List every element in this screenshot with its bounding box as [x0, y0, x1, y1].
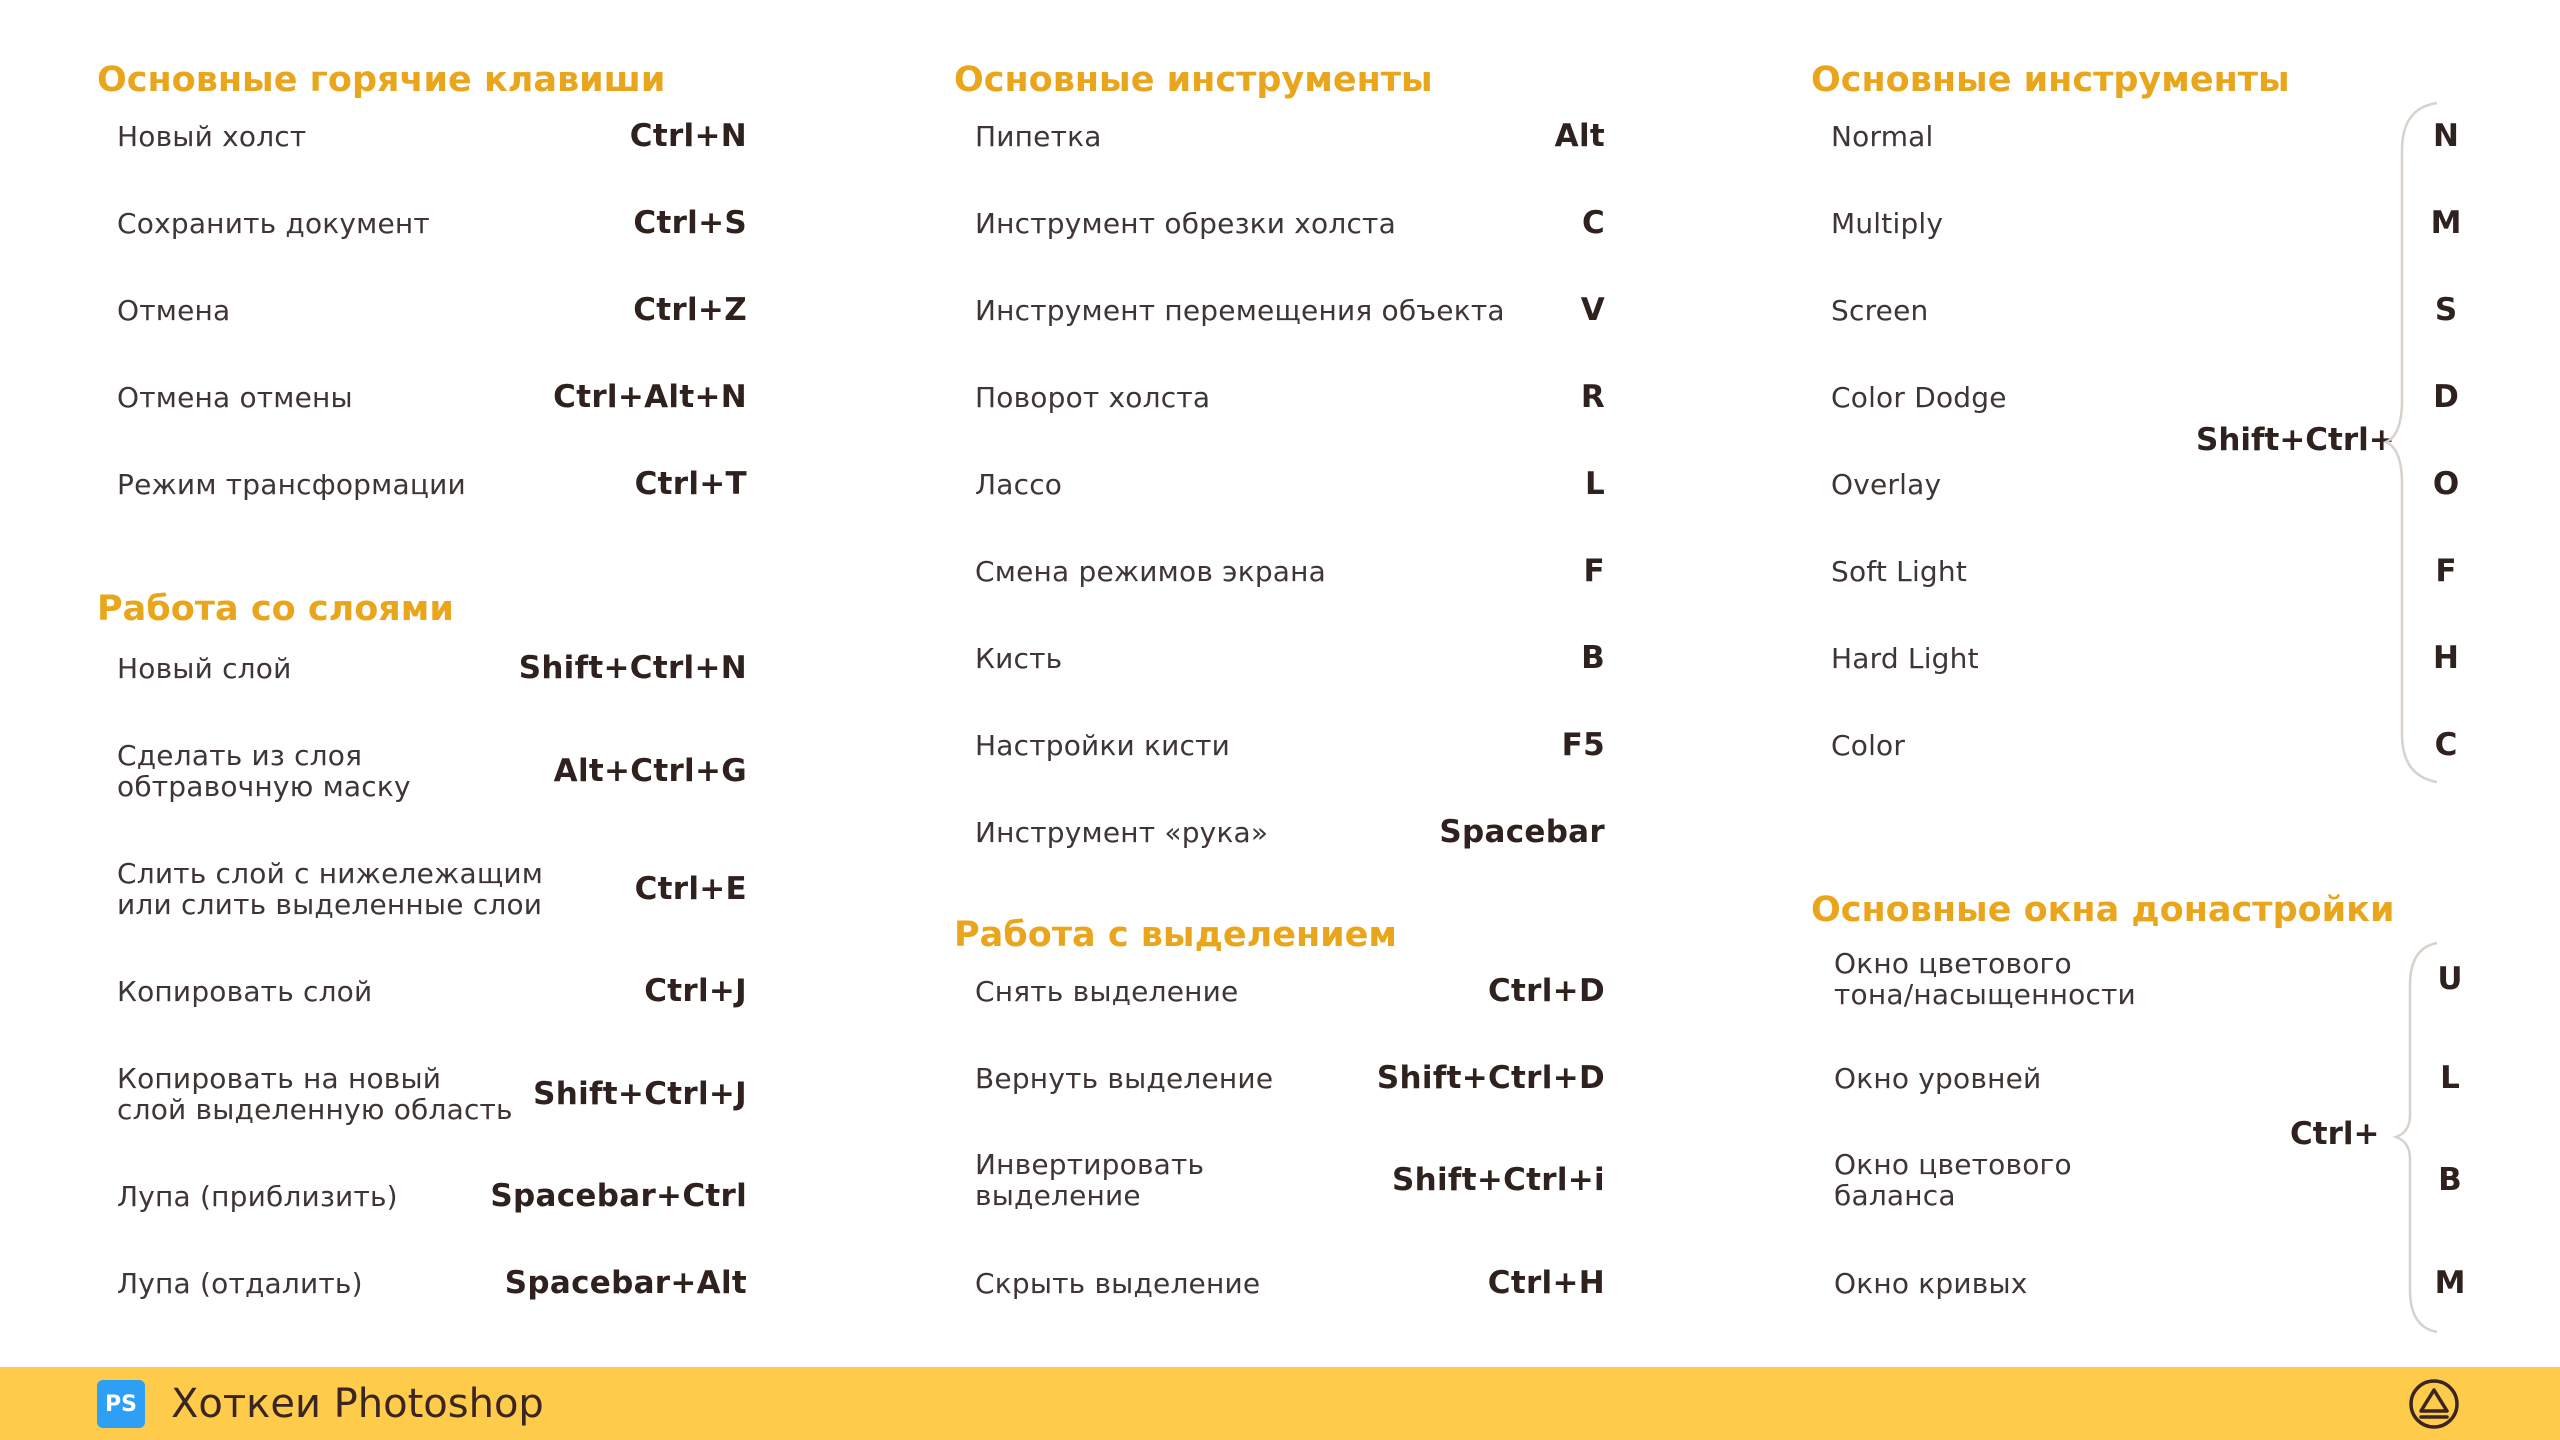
blend-mode-label [1831, 121, 1934, 152]
selection-hotkey-label-line: Вернуть выделение [975, 1061, 1274, 1095]
layer-hotkey-shortcut: Ctrl+J [644, 973, 747, 1009]
selection-hotkey-row [975, 961, 1605, 1021]
tool-hotkey-shortcut: Alt [1554, 118, 1605, 154]
layer-hotkey-label-line: слой выделенную область [117, 1093, 513, 1126]
layer-hotkey-label [117, 1181, 398, 1212]
hotkey-label [117, 382, 353, 413]
hotkey-label-line: Отмена отмены [117, 380, 353, 414]
layer-hotkey-label [117, 1063, 513, 1125]
tool-hotkey-row [975, 541, 1605, 601]
hotkey-label-line: Отмена [117, 293, 231, 327]
layer-hotkey-label-line: обтравочную маску [117, 770, 411, 803]
layer-hotkey-label [117, 976, 372, 1007]
blend-mode-row [1831, 193, 2331, 253]
layer-hotkey-shortcut: Shift+Ctrl+N [518, 650, 747, 686]
layer-hotkey-label-line: Лупа (отдалить) [117, 1266, 363, 1300]
blend-mode-label-line: Color Dodge [1831, 380, 2007, 414]
tool-hotkey-label [975, 295, 1505, 326]
tool-hotkey-label-line: Настройки кисти [975, 728, 1231, 762]
tool-hotkey-row [975, 628, 1605, 688]
section-title-selection: Работа с выделением [954, 915, 1398, 955]
selection-hotkey-row [975, 1253, 1605, 1313]
selection-hotkey-shortcut: Shift+Ctrl+D [1376, 1060, 1605, 1096]
tool-hotkey-shortcut: Spacebar [1439, 814, 1605, 850]
blend-mode-label [1831, 730, 1905, 761]
layer-hotkey-label-line: Копировать слой [117, 974, 373, 1008]
selection-hotkey-row [975, 1048, 1605, 1108]
blend-mode-key-letter: H [2433, 640, 2459, 676]
photoshop-icon: PS [97, 1380, 145, 1428]
hotkey-shortcut: Ctrl+Z [633, 292, 747, 328]
layer-hotkey-row [117, 1253, 747, 1313]
adjustment-window-row [1834, 949, 2334, 1009]
blend-mode-row [1831, 715, 2331, 775]
tool-hotkey-shortcut: R [1580, 379, 1605, 415]
adjustment-window-label [1834, 1149, 2072, 1211]
blend-mode-key-letter: C [2434, 727, 2458, 763]
hotkey-label-line: Режим трансформации [117, 467, 466, 501]
blend-mode-label-line: Color [1831, 728, 1906, 762]
layer-hotkey-label-line: Сделать из слоя [117, 739, 363, 772]
selection-hotkey-label [975, 1268, 1260, 1299]
blend-mode-label [1831, 643, 1979, 674]
layer-hotkey-label-line: Слить слой с нижележащим [117, 857, 544, 890]
blend-brace [2382, 100, 2442, 785]
hotkey-label [117, 295, 230, 326]
section-title-layers: Работа со слоями [97, 589, 454, 629]
layer-hotkey-label-line: Копировать на новый [117, 1062, 442, 1095]
tool-hotkey-shortcut: F [1583, 553, 1605, 589]
blend-mode-label-line: Normal [1831, 119, 1934, 153]
adjustment-window-label [1834, 1268, 2028, 1299]
tool-hotkey-row [975, 280, 1605, 340]
section-title-blend-modes: Основные инструменты [1811, 60, 2290, 100]
blend-mode-row [1831, 106, 2331, 166]
adjustment-window-row [1834, 1150, 2334, 1210]
selection-hotkey-label [975, 1149, 1204, 1211]
hotkey-row [117, 193, 747, 253]
section-title-adjustment-windows: Основные окна донастройки [1811, 890, 2395, 930]
layer-hotkey-shortcut: Spacebar+Ctrl [490, 1178, 747, 1214]
hotkey-label [117, 121, 306, 152]
adjustment-window-row [1834, 1253, 2334, 1313]
adjustment-window-row [1834, 1048, 2334, 1108]
layer-hotkey-shortcut: Spacebar+Alt [504, 1265, 747, 1301]
tool-hotkey-row [975, 715, 1605, 775]
layer-hotkey-label [117, 653, 292, 684]
adjustment-window-key-letter: L [2440, 1060, 2460, 1096]
hotkey-row [117, 106, 747, 166]
tool-hotkey-row [975, 367, 1605, 427]
selection-hotkey-label [975, 1063, 1273, 1094]
layer-hotkey-row [117, 638, 747, 698]
tool-hotkey-label [975, 382, 1210, 413]
windows-modifier-label: Ctrl+ [2290, 1116, 2380, 1152]
tool-hotkey-label-line: Смена режимов экрана [975, 554, 1327, 588]
blend-mode-label-line: Screen [1831, 293, 1929, 327]
tool-hotkey-row [975, 193, 1605, 253]
layer-hotkey-row [117, 961, 747, 1021]
hotkey-label-line: Новый холст [117, 119, 307, 153]
adjustment-window-label-line: Окно кривых [1834, 1266, 2028, 1300]
blend-mode-label-line: Hard Light [1831, 641, 1979, 675]
adjustment-window-label-line: Окно цветового [1834, 1148, 2072, 1181]
selection-hotkey-shortcut: Ctrl+H [1487, 1265, 1605, 1301]
layer-hotkey-row [117, 859, 747, 919]
hotkey-row [117, 454, 747, 514]
selection-hotkey-label-line: Инвертировать [975, 1148, 1205, 1181]
blend-mode-key-letter: S [2434, 292, 2458, 328]
tool-hotkey-label [975, 121, 1102, 152]
adjustment-window-label-line: баланса [1834, 1179, 1956, 1212]
blend-mode-row [1831, 628, 2331, 688]
blend-mode-label-line: Overlay [1831, 467, 1942, 501]
blend-mode-label [1831, 556, 1967, 587]
blend-mode-key-letter: M [2430, 205, 2462, 241]
hotkey-label-line: Сохранить документ [117, 206, 430, 240]
hotkey-shortcut: Ctrl+S [633, 205, 747, 241]
adjustment-window-label-line: Окно цветового [1834, 947, 2072, 980]
tool-hotkey-label-line: Инструмент обрезки холста [975, 206, 1396, 240]
tool-hotkey-label [975, 208, 1396, 239]
hotkey-label [117, 469, 466, 500]
selection-hotkey-label-line: Скрыть выделение [975, 1266, 1261, 1300]
blend-mode-row [1831, 367, 2331, 427]
adjustment-window-label-line: тона/насыщенности [1834, 978, 2136, 1011]
footer-bar [0, 1367, 2560, 1440]
layer-hotkey-shortcut: Alt+Ctrl+G [553, 753, 747, 789]
tool-hotkey-label [975, 817, 1268, 848]
layer-hotkey-label [117, 858, 543, 920]
tool-hotkey-label [975, 469, 1062, 500]
blend-mode-row [1831, 454, 2331, 514]
layer-hotkey-row [117, 1064, 747, 1124]
layer-hotkey-label [117, 740, 411, 802]
selection-hotkey-shortcut: Shift+Ctrl+i [1392, 1162, 1605, 1198]
tool-hotkey-row [975, 802, 1605, 862]
tool-hotkey-label-line: Пипетка [975, 119, 1102, 153]
layer-hotkey-row [117, 741, 747, 801]
adjustment-window-key-letter: U [2437, 961, 2463, 997]
adjustment-window-key-letter: B [2438, 1162, 2462, 1198]
selection-hotkey-shortcut: Ctrl+D [1488, 973, 1605, 1009]
blend-mode-row [1831, 541, 2331, 601]
hotkey-shortcut: Ctrl+T [634, 466, 747, 502]
tool-hotkey-shortcut: V [1580, 292, 1605, 328]
tool-hotkey-shortcut: B [1581, 640, 1605, 676]
footer-title: Хоткеи Photoshop [171, 1380, 544, 1427]
hotkey-row [117, 367, 747, 427]
blend-modifier-label: Shift+Ctrl+ [2196, 422, 2395, 458]
blend-mode-row [1831, 280, 2331, 340]
selection-hotkey-label [975, 976, 1238, 1007]
tool-hotkey-label-line: Кисть [975, 641, 1063, 675]
blend-mode-key-letter: D [2433, 379, 2459, 415]
tool-hotkey-shortcut: C [1581, 205, 1605, 241]
blend-mode-label [1831, 382, 2007, 413]
section-title-main-hotkeys: Основные горячие клавиши [97, 60, 666, 100]
adjustment-window-key-letter: M [2434, 1265, 2466, 1301]
hotkey-label [117, 208, 430, 239]
layer-hotkey-shortcut: Shift+Ctrl+J [533, 1076, 747, 1112]
blend-mode-label-line: Multiply [1831, 206, 1944, 240]
section-title-main-tools: Основные инструменты [954, 60, 1433, 100]
selection-hotkey-row [975, 1150, 1605, 1210]
layer-hotkey-shortcut: Ctrl+E [634, 871, 747, 907]
tool-hotkey-label [975, 643, 1062, 674]
tool-hotkey-label-line: Инструмент «рука» [975, 815, 1269, 849]
layer-hotkey-label-line: Новый слой [117, 651, 292, 685]
hotkey-shortcut: Ctrl+Alt+N [553, 379, 747, 415]
tool-hotkey-label [975, 556, 1326, 587]
hotkey-shortcut: Ctrl+N [629, 118, 747, 154]
blend-mode-key-letter: F [2435, 553, 2457, 589]
triangle-circle-logo-icon [2408, 1378, 2460, 1430]
tool-hotkey-row [975, 106, 1605, 166]
tool-hotkey-row [975, 454, 1605, 514]
selection-hotkey-label-line: Снять выделение [975, 974, 1239, 1008]
tool-hotkey-shortcut: F5 [1561, 727, 1605, 763]
blend-mode-label [1831, 469, 1941, 500]
adjustment-window-label-line: Окно уровней [1834, 1061, 2042, 1095]
tool-hotkey-label-line: Инструмент перемещения объекта [975, 293, 1505, 327]
layer-hotkey-label-line: Лупа (приблизить) [117, 1179, 398, 1213]
blend-mode-label [1831, 295, 1928, 326]
tool-hotkey-label [975, 730, 1230, 761]
tool-hotkey-label-line: Лассо [975, 467, 1063, 501]
layer-hotkey-row [117, 1166, 747, 1226]
windows-brace [2392, 940, 2442, 1335]
blend-mode-label [1831, 208, 1943, 239]
selection-hotkey-label-line: выделение [975, 1179, 1141, 1212]
adjustment-window-label [1834, 1063, 2041, 1094]
blend-mode-key-letter: N [2433, 118, 2459, 154]
blend-mode-label-line: Soft Light [1831, 554, 1968, 588]
hotkey-row [117, 280, 747, 340]
layer-hotkey-label-line: или слить выделенные слои [117, 888, 543, 921]
layer-hotkey-label [117, 1268, 363, 1299]
blend-mode-key-letter: O [2432, 466, 2460, 502]
tool-hotkey-shortcut: L [1584, 466, 1605, 502]
adjustment-window-label [1834, 948, 2136, 1010]
tool-hotkey-label-line: Поворот холста [975, 380, 1211, 414]
